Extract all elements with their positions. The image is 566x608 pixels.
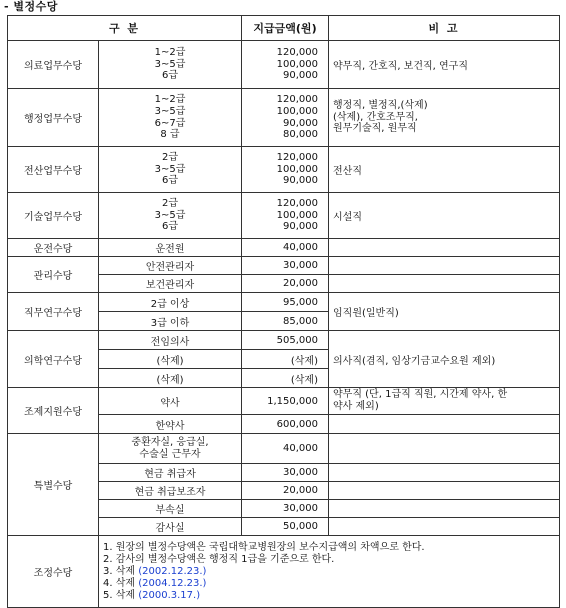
row-sub: 전임의사 [99, 331, 242, 350]
header-note: 비 고 [329, 16, 560, 41]
row-note [329, 257, 560, 275]
row-grades: 2급 3~5급 6급 [99, 147, 242, 193]
table-header-row [8, 16, 560, 41]
row-sub: (삭제) [99, 350, 242, 369]
row-category: 기술업무수당 [8, 193, 99, 239]
row-note [329, 239, 560, 257]
row-note [329, 482, 560, 500]
row-amount: 85,000 [242, 312, 329, 331]
table-row [8, 41, 560, 89]
header-category: 구 분 [8, 16, 242, 41]
row-sub: (삭제) [99, 369, 242, 388]
row-sub: 보건관리자 [99, 275, 242, 293]
row-sub: 현금 취급자 [99, 464, 242, 482]
section-title: - 별정수당 [4, 0, 58, 13]
table-row [8, 257, 560, 275]
row-note: 임직원(일반직) [329, 293, 560, 331]
row-amount: 30,000 [242, 257, 329, 275]
row-sub: 운전원 [99, 239, 242, 257]
table-row [8, 293, 560, 312]
row-note: 전산직 [329, 147, 560, 193]
row-amounts: 120,000 100,000 90,000 [242, 147, 329, 193]
row-amount: 1,150,000 [242, 388, 329, 415]
row-note [329, 464, 560, 482]
table-row [8, 434, 560, 464]
row-amounts: 120,000 100,000 90,000 [242, 193, 329, 239]
row-sub: 한약사 [99, 415, 242, 434]
row-note [329, 500, 560, 518]
row-category: 조정수당 [8, 536, 99, 608]
allowance-table [7, 15, 560, 608]
table-row [8, 193, 560, 239]
row-note [329, 275, 560, 293]
row-note: 약무직 (단, 1급직 직원, 시간제 약사, 한 약사 제외) [329, 388, 560, 415]
amendment-date-link[interactable]: (2004.12.23.) [138, 577, 207, 589]
list-item: 4. 삭제 (2004.12.23.) [103, 577, 207, 589]
row-sub: 부속실 [99, 500, 242, 518]
row-category: 행정업무수당 [8, 89, 99, 147]
row-grades: 2급 3~5급 6급 [99, 193, 242, 239]
amendment-date-link[interactable]: (2002.12.23.) [138, 565, 207, 577]
row-category: 의료업무수당 [8, 41, 99, 89]
row-sub: 3급 이하 [99, 312, 242, 331]
row-category: 전산업무수당 [8, 147, 99, 193]
row-amounts: 120,000 100,000 90,000 80,000 [242, 89, 329, 147]
row-category: 직무연구수당 [8, 293, 99, 331]
row-grades: 1~2급 3~5급 6~7급 8 급 [99, 89, 242, 147]
row-sub: 약사 [99, 388, 242, 415]
table-row [8, 331, 560, 350]
table-row [8, 89, 560, 147]
row-amount: 20,000 [242, 275, 329, 293]
row-note: 약무직, 간호직, 보건직, 연구직 [329, 41, 560, 89]
row-note [329, 415, 560, 434]
table-row [8, 388, 560, 415]
row-amount: 30,000 [242, 464, 329, 482]
table-row [8, 536, 560, 608]
list-item: 2. 감사의 별정수당액은 행정직 1급을 기준으로 한다. [103, 553, 335, 565]
row-sub: 안전관리자 [99, 257, 242, 275]
row-note [329, 518, 560, 536]
adjustment-notes [99, 536, 560, 608]
row-amount: 20,000 [242, 482, 329, 500]
row-amount: 30,000 [242, 500, 329, 518]
row-category: 조제지원수당 [8, 388, 99, 434]
row-amount: 40,000 [242, 434, 329, 464]
row-category: 운전수당 [8, 239, 99, 257]
header-amount: 지급금액(원) [242, 16, 329, 41]
row-amount: 40,000 [242, 239, 329, 257]
row-category: 의학연구수당 [8, 331, 99, 388]
row-amount: (삭제) [242, 350, 329, 369]
row-amount: (삭제) [242, 369, 329, 388]
row-sub: 감사실 [99, 518, 242, 536]
row-amounts: 120,000 100,000 90,000 [242, 41, 329, 89]
table-row [8, 239, 560, 257]
row-amount: 600,000 [242, 415, 329, 434]
amendment-date-link[interactable]: (2000.3.17.) [138, 589, 201, 601]
row-sub: 현금 취급보조자 [99, 482, 242, 500]
row-category: 특별수당 [8, 434, 99, 536]
row-note [329, 434, 560, 464]
row-category: 관리수당 [8, 257, 99, 293]
row-amount: 50,000 [242, 518, 329, 536]
row-note: 의사직(겸직, 임상기금교수요원 제외) [329, 331, 560, 388]
row-sub: 중환자실, 응급실, 수술실 근무자 [99, 434, 242, 464]
row-grades: 1~2급 3~5급 6급 [99, 41, 242, 89]
row-note: 시설직 [329, 193, 560, 239]
row-sub: 2급 이상 [99, 293, 242, 312]
row-note: 행정직, 별정직,(삭제) (삭제), 간호조무직, 원무기술직, 원무직 [329, 89, 560, 147]
list-item: 5. 삭제 (2000.3.17.) [103, 589, 201, 601]
list-item: 1. 원장의 별정수당액은 국립대학교병원장의 보수지급액의 차액으로 한다. [103, 541, 425, 553]
list-item: 3. 삭제 (2002.12.23.) [103, 565, 207, 577]
table-row [8, 147, 560, 193]
row-amount: 505,000 [242, 331, 329, 350]
row-amount: 95,000 [242, 293, 329, 312]
